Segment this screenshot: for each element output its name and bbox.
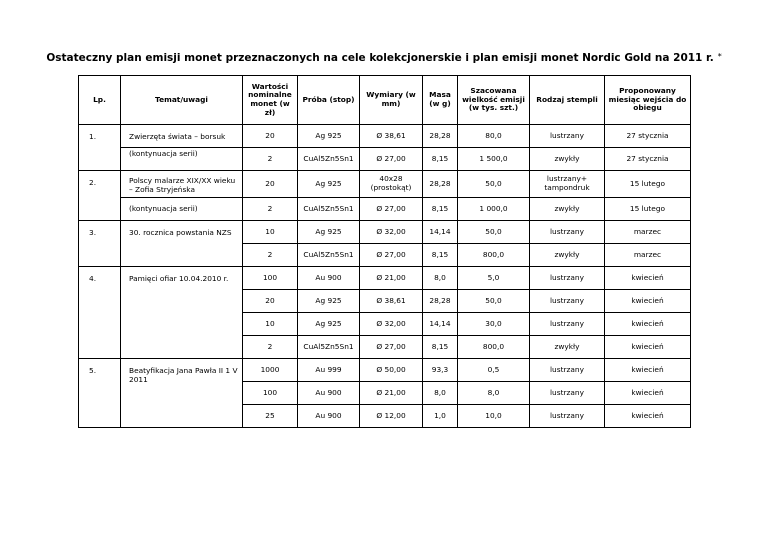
header-month: Proponowany miesiąc wejścia do obiegu: [605, 76, 691, 125]
row-lp: 4.: [79, 267, 121, 359]
cell-alloy: CuAl5Zn5Sn1: [298, 336, 360, 359]
cell-die: lustrzany: [530, 267, 605, 290]
cell-volume: 800,0: [458, 244, 530, 267]
cell-die: lustrzany: [530, 290, 605, 313]
cell-month: kwiecień: [605, 336, 691, 359]
cell-alloy: Ag 925: [298, 125, 360, 148]
cell-nominal: 20: [243, 171, 298, 198]
cell-die: zwykły: [530, 198, 605, 221]
footnote-mark: *: [717, 52, 722, 61]
header-lp: Lp.: [79, 76, 121, 125]
cell-alloy: Ag 925: [298, 221, 360, 244]
table-row: [79, 221, 691, 244]
cell-alloy: Ag 925: [298, 313, 360, 336]
table-row: [79, 267, 691, 290]
cell-nominal: 100: [243, 382, 298, 405]
cell-volume: 800,0: [458, 336, 530, 359]
cell-volume: 1 500,0: [458, 148, 530, 171]
cell-nominal: 2: [243, 336, 298, 359]
cell-month: kwiecień: [605, 382, 691, 405]
cell-month: kwiecień: [605, 290, 691, 313]
row-topic-continuation: (kontynuacja serii): [121, 148, 243, 171]
row-lp: 3.: [79, 221, 121, 267]
cell-nominal: 2: [243, 148, 298, 171]
cell-nominal: 2: [243, 198, 298, 221]
cell-mass: 93,3: [423, 359, 458, 382]
row-topic: Polscy malarze XIX/XX wieku – Zofia Stryjeńska: [121, 171, 243, 198]
header-volume: Szacowana wielkość emisji (w tys. szt.): [458, 76, 530, 125]
header-alloy: Próba (stop): [298, 76, 360, 125]
cell-nominal: 10: [243, 221, 298, 244]
cell-nominal: 10: [243, 313, 298, 336]
cell-alloy: Au 900: [298, 405, 360, 428]
cell-volume: 80,0: [458, 125, 530, 148]
cell-nominal: 20: [243, 125, 298, 148]
header-mass: Masa (w g): [423, 76, 458, 125]
header-dims: Wymiary (w mm): [360, 76, 423, 125]
cell-alloy: CuAl5Zn5Sn1: [298, 148, 360, 171]
header-row: [79, 76, 691, 125]
cell-month: 27 stycznia: [605, 148, 691, 171]
cell-mass: 8,15: [423, 198, 458, 221]
cell-mass: 8,15: [423, 336, 458, 359]
cell-die: lustrzany: [530, 382, 605, 405]
cell-mass: 28,28: [423, 171, 458, 198]
cell-dims: Ø 12,00: [360, 405, 423, 428]
cell-volume: 50,0: [458, 221, 530, 244]
table-row: [79, 171, 691, 198]
cell-alloy: CuAl5Zn5Sn1: [298, 198, 360, 221]
cell-dims: Ø 27,00: [360, 244, 423, 267]
cell-month: marzec: [605, 244, 691, 267]
cell-month: marzec: [605, 221, 691, 244]
cell-nominal: 100: [243, 267, 298, 290]
cell-die: lustrzany+ tampondruk: [530, 171, 605, 198]
cell-die: lustrzany: [530, 221, 605, 244]
cell-month: 27 stycznia: [605, 125, 691, 148]
cell-volume: 10,0: [458, 405, 530, 428]
table-row: [79, 148, 691, 171]
cell-dims: Ø 32,00: [360, 313, 423, 336]
cell-dims: 40x28 (prostokąt): [360, 171, 423, 198]
cell-volume: 30,0: [458, 313, 530, 336]
cell-alloy: Ag 925: [298, 290, 360, 313]
row-lp: 2.: [79, 171, 121, 221]
cell-die: zwykły: [530, 336, 605, 359]
row-topic: Zwierzęta świata – borsuk: [121, 125, 243, 148]
cell-volume: 50,0: [458, 290, 530, 313]
cell-dims: Ø 21,00: [360, 267, 423, 290]
cell-month: kwiecień: [605, 359, 691, 382]
cell-volume: 0,5: [458, 359, 530, 382]
cell-alloy: Au 999: [298, 359, 360, 382]
cell-mass: 1,0: [423, 405, 458, 428]
row-topic: Beatyfikacja Jana Pawła II 1 V 2011: [121, 359, 243, 428]
cell-dims: Ø 32,00: [360, 221, 423, 244]
cell-month: kwiecień: [605, 313, 691, 336]
cell-volume: 8,0: [458, 382, 530, 405]
cell-dims: Ø 27,00: [360, 148, 423, 171]
document-title: [0, 52, 768, 64]
cell-volume: 1 000,0: [458, 198, 530, 221]
cell-mass: 14,14: [423, 221, 458, 244]
cell-alloy: Au 900: [298, 267, 360, 290]
cell-mass: 8,15: [423, 148, 458, 171]
cell-mass: 28,28: [423, 290, 458, 313]
cell-alloy: Ag 925: [298, 171, 360, 198]
row-lp: 5.: [79, 359, 121, 428]
coin-plan-table: [78, 75, 691, 428]
cell-mass: 14,14: [423, 313, 458, 336]
table-row: [79, 198, 691, 221]
header-nominal: Wartości nominalne monet (w zł): [243, 76, 298, 125]
header-topic: Temat/uwagi: [121, 76, 243, 125]
cell-die: lustrzany: [530, 359, 605, 382]
row-topic: 30. rocznica powstania NZS: [121, 221, 243, 267]
cell-die: lustrzany: [530, 405, 605, 428]
cell-dims: Ø 50,00: [360, 359, 423, 382]
cell-dims: Ø 38,61: [360, 290, 423, 313]
cell-die: lustrzany: [530, 313, 605, 336]
cell-mass: 8,0: [423, 382, 458, 405]
cell-month: 15 lutego: [605, 171, 691, 198]
cell-mass: 8,15: [423, 244, 458, 267]
cell-month: 15 lutego: [605, 198, 691, 221]
cell-mass: 28,28: [423, 125, 458, 148]
cell-dims: Ø 38,61: [360, 125, 423, 148]
cell-month: kwiecień: [605, 405, 691, 428]
row-topic: Pamięci ofiar 10.04.2010 r.: [121, 267, 243, 359]
cell-nominal: 1000: [243, 359, 298, 382]
cell-dims: Ø 27,00: [360, 198, 423, 221]
header-die: Rodzaj stempli: [530, 76, 605, 125]
cell-nominal: 2: [243, 244, 298, 267]
cell-die: lustrzany: [530, 125, 605, 148]
cell-nominal: 20: [243, 290, 298, 313]
cell-alloy: Au 900: [298, 382, 360, 405]
table-row: [79, 359, 691, 382]
cell-month: kwiecień: [605, 267, 691, 290]
cell-volume: 5,0: [458, 267, 530, 290]
row-lp: 1.: [79, 125, 121, 171]
row-topic-continuation: (kontynuacja serii): [121, 198, 243, 221]
cell-alloy: CuAl5Zn5Sn1: [298, 244, 360, 267]
cell-nominal: 25: [243, 405, 298, 428]
cell-volume: 50,0: [458, 171, 530, 198]
table-row: [79, 125, 691, 148]
title-text: Ostateczny plan emisji monet przeznaczonych na cele kolekcjonerskie i plan emisji monet Nordic Gold na 2011 r.: [46, 52, 714, 64]
cell-die: zwykły: [530, 148, 605, 171]
cell-dims: Ø 21,00: [360, 382, 423, 405]
cell-dims: Ø 27,00: [360, 336, 423, 359]
cell-mass: 8,0: [423, 267, 458, 290]
cell-die: zwykły: [530, 244, 605, 267]
